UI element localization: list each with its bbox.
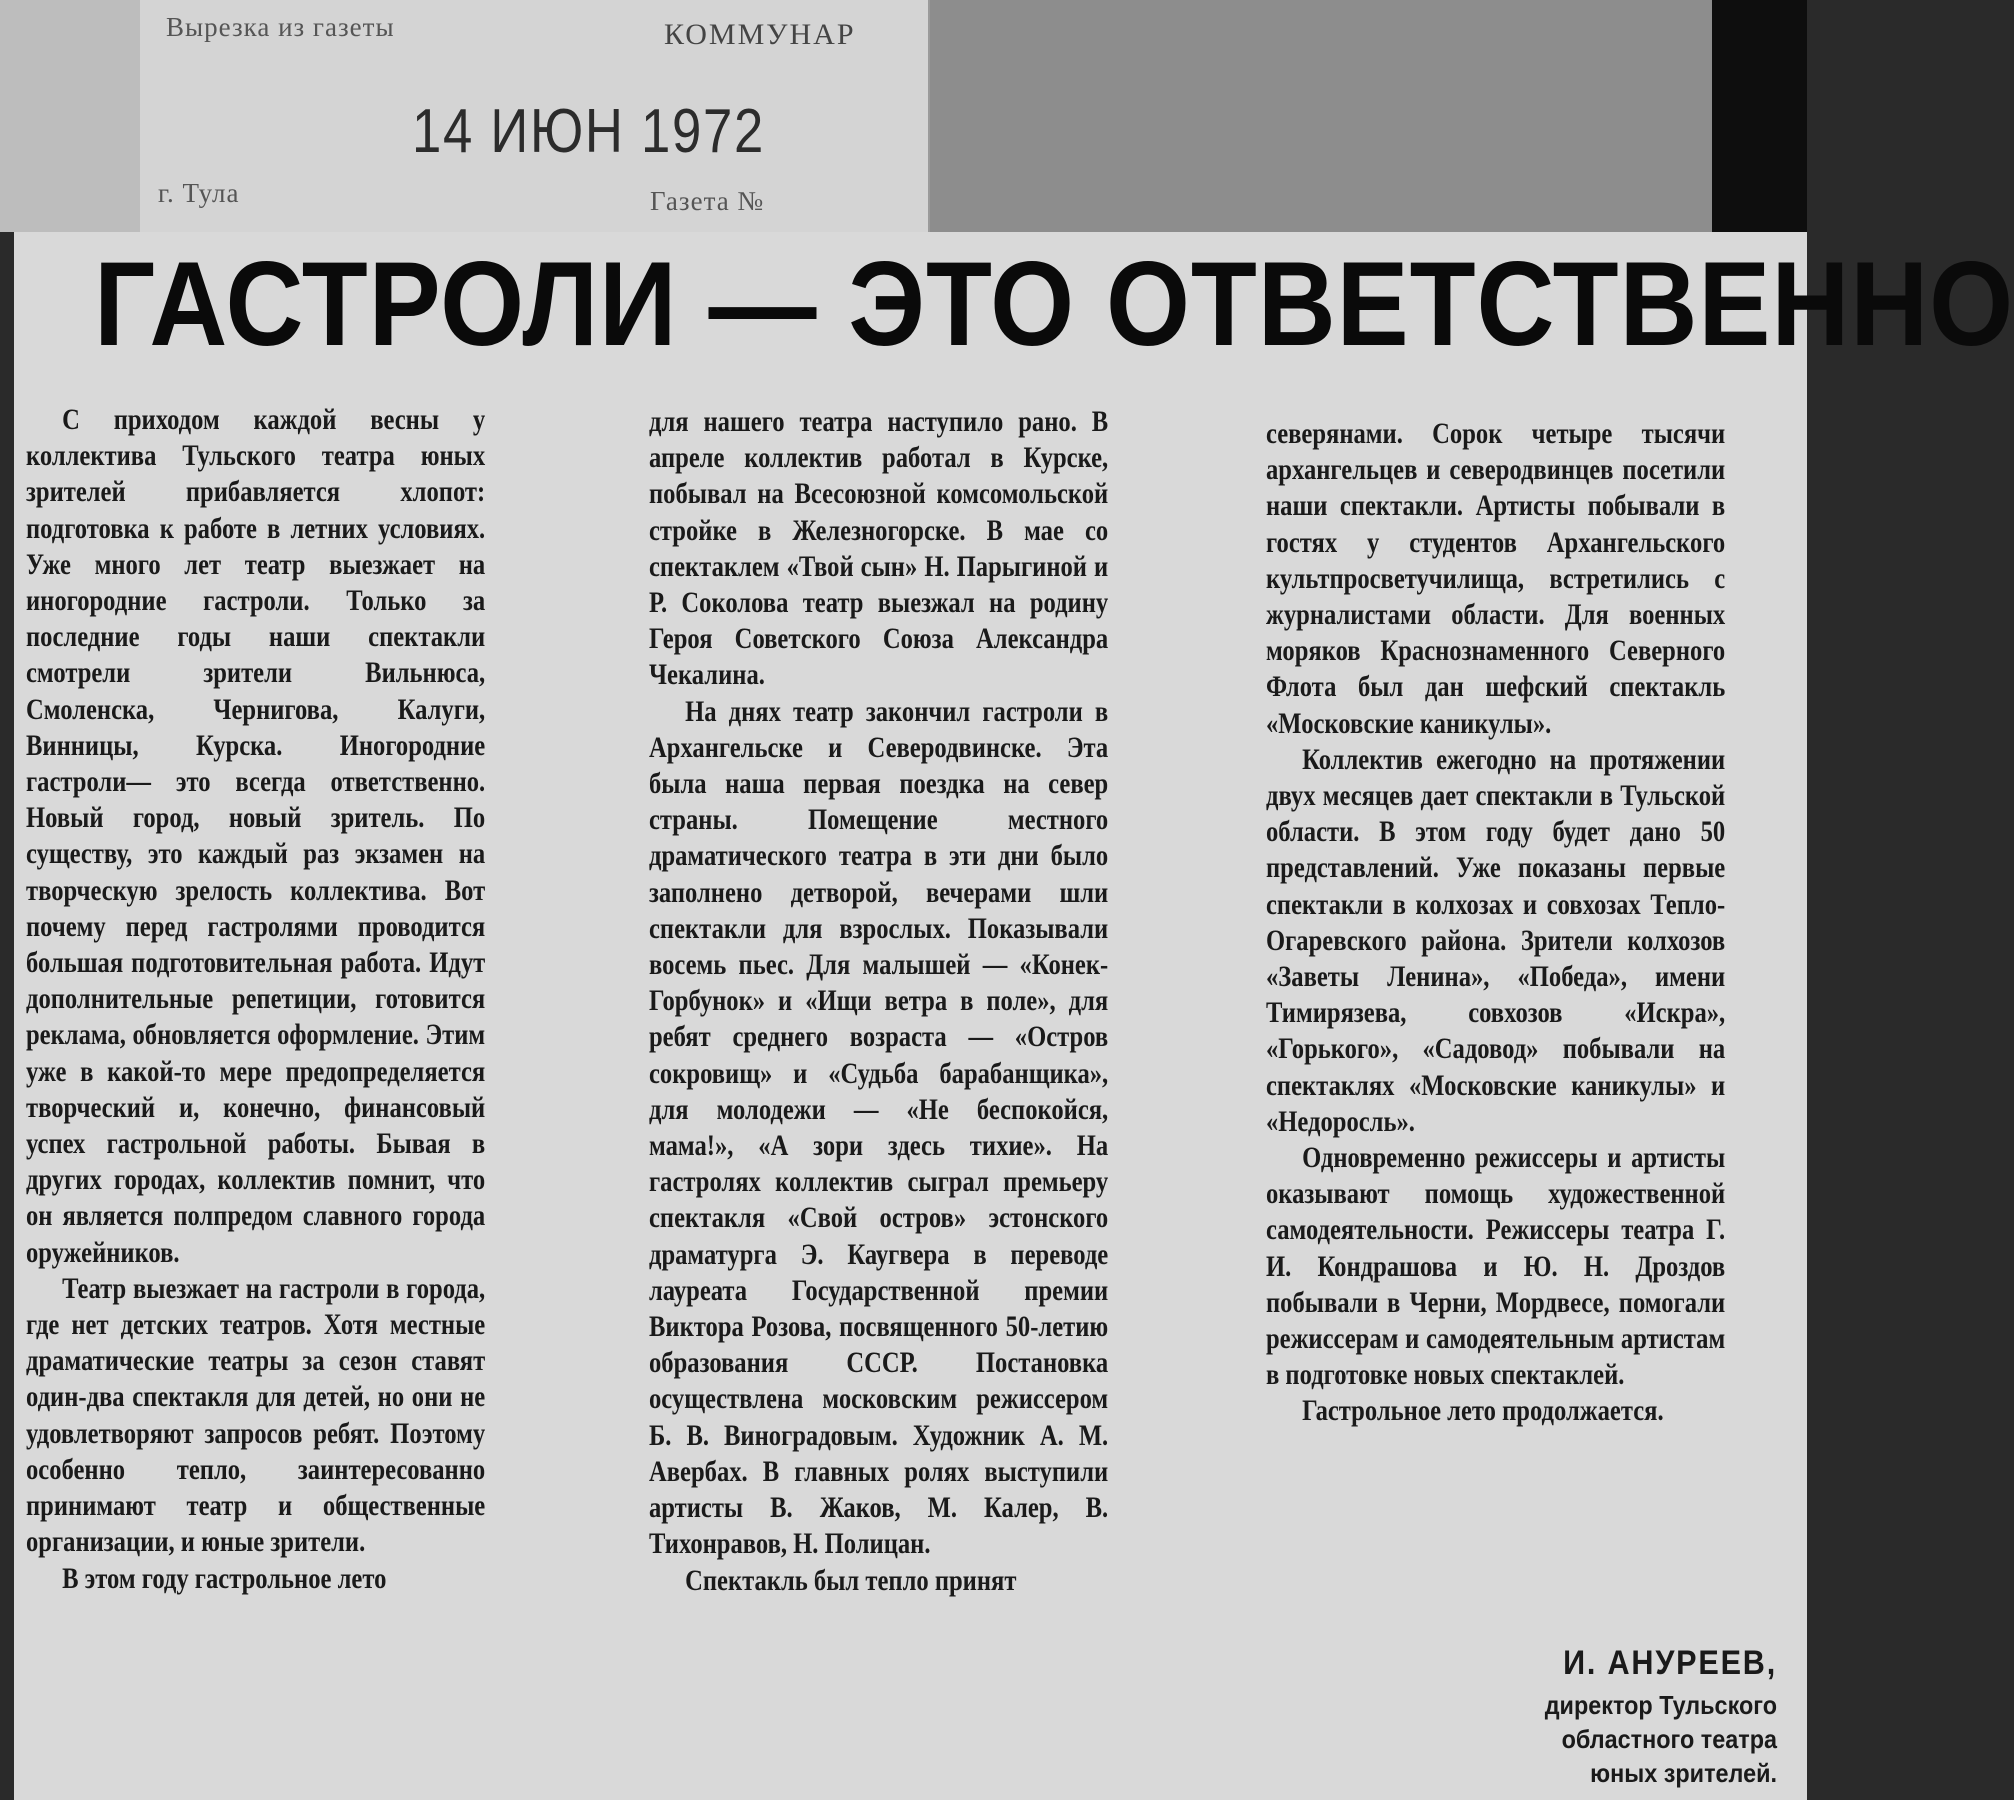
paragraph: Коллектив ежегодно на протяжении двух месяцев дает спектакли в Тульской области. В этом году будет дано 50 представлений. Уже показаны первые спектакли в колхозах и совхозах Тепло-Огаревского района. Зрители колхозов «Заветы Ленина», «Победа», имени Тимирязева, совхозов «Искра», «Горького», «Садовод» побывали на спектаклях «Московские каникулы» и «Недоросль». [1266, 742, 1726, 1138]
article-headline: ГАСТРОЛИ — ЭТО ОТВЕТСТВЕННО [94, 237, 2014, 371]
cutting-label: Вырезка из газеты [166, 12, 395, 42]
article-column-1 [26, 402, 485, 1597]
author-title-line: юных зрителей. [1590, 1758, 1777, 1788]
backdrop-left [0, 0, 140, 232]
author-name: И. АНУРЕЕВ, [1563, 1644, 1777, 1682]
paragraph: для нашего театра наступило рано. В апреле коллектив работал в Курске, побывал на Всесоюзной комсомольской стройке в Железногорске. В мае со спектаклем «Твой сын» Н. Парыгиной и Р. Соколова театр выезжал на родину Героя Советского Союза Александра Чекалина. [649, 405, 1109, 692]
author-title [1399, 1688, 1777, 1790]
article-column-3 [1266, 416, 1725, 1430]
city-label: г. Тула [158, 178, 240, 208]
paragraph: Театр выезжает на гастроли в города, где нет детских театров. Хотя местные драматические театры за сезон ставят один-два спектакля для детей, но они не удовлетворяют запросов ребят. Поэтому особенно тепло, заинтересованно принимают театр и общественные организации, и юные зрители. [26, 1271, 486, 1559]
article-column-2 [649, 404, 1108, 1599]
backdrop-top [928, 0, 1712, 232]
date-stamp: 14 ИЮН 1972 [412, 97, 766, 166]
issue-label: Газета № [650, 186, 765, 216]
paragraph: На днях театр закончил гастроли в Архангельске и Северодвинске. Эта была наша первая поездка на север страны. Помещение местного драматического театра в эти дни было заполнено детворой, вечерами шли спектакли для взрослых. Показывали восемь пьес. Для малышей — «Конек-Горбунок» и «Ищи ветра в поле», для ребят среднего возраста — «Остров сокровищ» и «Судьба барабанщика», для молодежи — «Не беспокойся, мама!», «А зори здесь тихие». На гастролях коллектив сыграл премьеру спектакля «Свой остров» эстонского драматурга Э. Каугвера в переводе лауреата Государственной премии Виктора Розова, посвященного 50-летию образования СССР. Постановка осуществлена московским режиссером Б. В. Виноградовым. Художник А. М. Авербах. В главных ролях выступили артисты В. Жаков, М. Калер, В. Тихонравов, Н. Полицан. [649, 694, 1109, 1561]
clipping-label-stub [140, 0, 930, 232]
paragraph: В этом году гастрольное лето [62, 1561, 387, 1595]
paragraph: северянами. Сорок четыре тысячи архангельцев и северодвинцев посетили наши спектакли. Артисты побывали в гостях у студентов Архангельского культпросветучилища, встретились с журналистами области. Для военных моряков Краснознаменного Северного Флота был дан шефский спектакль «Московские каникулы». [1266, 417, 1726, 740]
author-title-line: областного театра [1561, 1724, 1777, 1754]
newspaper-clipping [14, 232, 2014, 1800]
author-title-line: директор Тульского [1544, 1690, 1777, 1720]
paragraph: Спектакль был тепло принят [685, 1563, 1017, 1597]
paragraph: С приходом каждой весны у коллектива Тульского театра юных зрителей прибавляется хлопот: подготовка к работе в летних условиях. Уже много лет театр выезжает на иногородние гастроли. Только за последние годы наши спектакли смотрели зрители Вильнюса, Смоленска, Чернигова, Калуги, Винницы, Курска. Иногородние гастроли— это всегда ответственно. Новый город, новый зритель. По существу, это каждый раз экзамен на творческую зрелость коллектива. Вот почему перед гастролями проводится большая подготовительная работа. Идут дополнительные репетиции, готовится реклама, обновляется оформление. Этим уже в какой-то мере предопределяется творческий и, конечно, финансовый успех гастрольной работы. Бывая в других городах, коллектив помнит, что он является полпредом славного города оружейников. [26, 403, 486, 1269]
paragraph: Одновременно режиссеры и артисты оказывают помощь художественной самодеятельности. Режиссеры театра Г. И. Кондрашова и Ю. Н. Дроздов побывали в Черни, Мордвесе, помогали режиссерам и самодеятельным артистам в подготовке новых спектаклей. [1266, 1141, 1726, 1392]
paragraph: Гастрольное лето продолжается. [1302, 1394, 1664, 1428]
newspaper-name: КОММУНАР [664, 18, 856, 51]
